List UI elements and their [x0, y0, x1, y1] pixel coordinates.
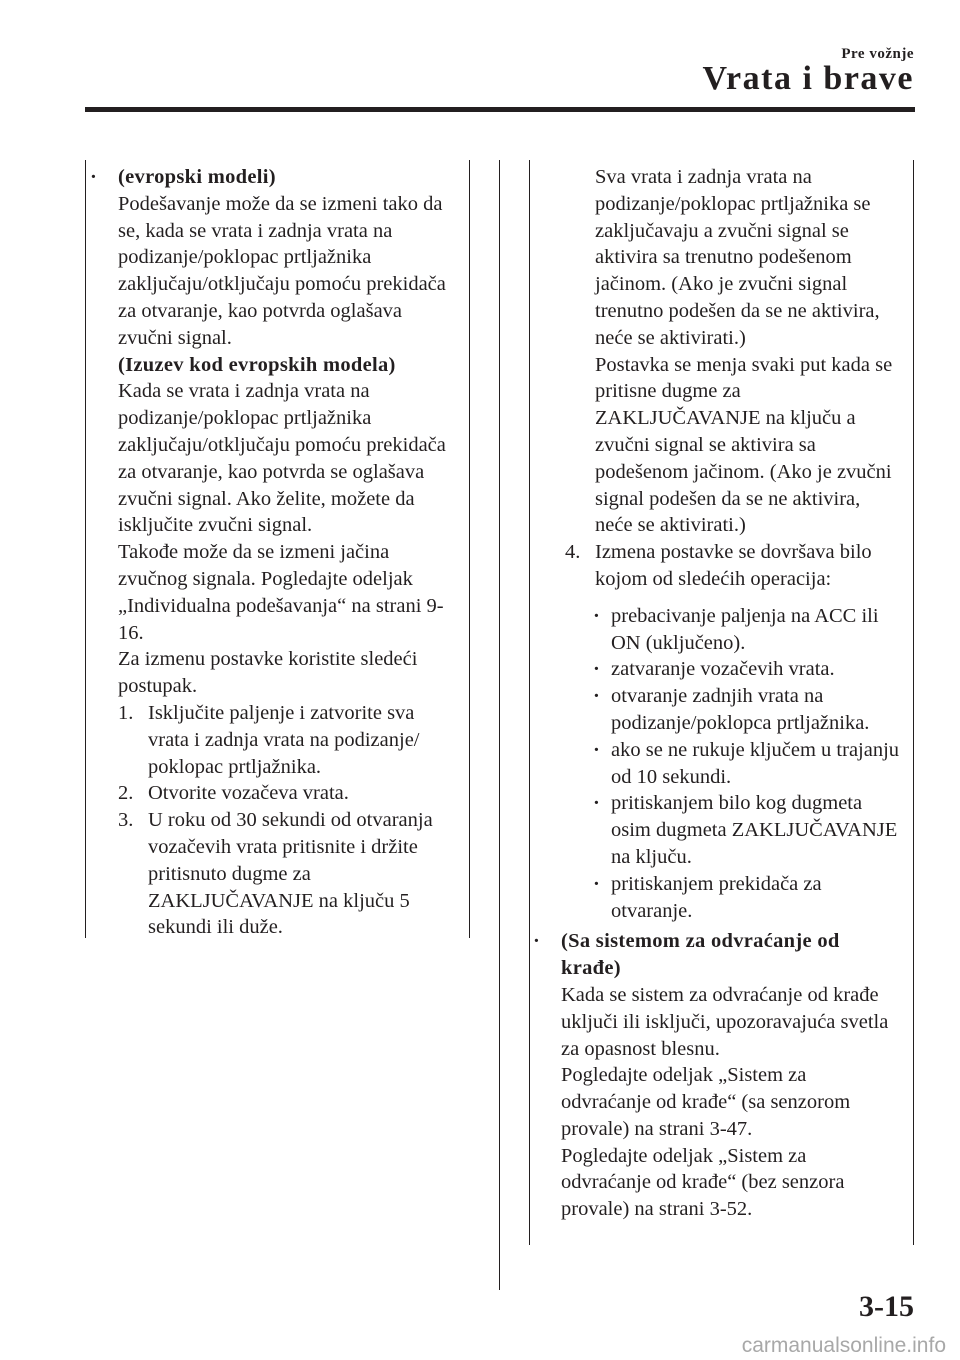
- step-4: [565, 539, 901, 593]
- step-1: [118, 700, 460, 780]
- right-column: [531, 164, 901, 1223]
- step-text: U roku od 30 sekundi od otvaranja vozačevih vrata pritisnite i držite pritisnuto dugme za ZAKLJUČAVANJE na ključu 5 sekundi ili duže.: [148, 809, 433, 939]
- completion-operations: [589, 603, 901, 925]
- european-heading: · (evropski modeli): [118, 166, 276, 188]
- list-item: · pritiskanjem prekidača za otvaranje.: [589, 871, 901, 925]
- watermark: carmanualsonline.info: [741, 1334, 946, 1357]
- page-number: 3-15: [859, 1290, 914, 1323]
- column-divider: [499, 160, 500, 1290]
- section-label: Pre vožnje: [841, 46, 914, 62]
- step-3-continued-1: Sva vrata i zadnja vrata na podizanje/poklopac prtljažnika se zaključavaju a zvučni signal se aktivira sa trenutno podešenom jačinom. (Ako je zvučni signal trenutno podešen da se ne aktivira, neće se aktivirati.): [595, 166, 880, 349]
- list-item: · otvaranje zadnjih vrata na podizanje/poklopca prtljažnika.: [589, 683, 901, 737]
- list-item: · prebacivanje paljenja na ACC ili ON (uključeno).: [589, 603, 901, 657]
- european-text: Podešavanje može da se izmeni tako da se, kada se vrata i zadnja vrata na podizanje/poklopac prtljažnika zaključaju/otključaju pomoću prekidača za otvaranje, kao potvrda oglašava zvučni signal.: [118, 192, 446, 349]
- list-item: · zatvaranje vozačevih vrata.: [589, 656, 901, 683]
- step-number: 3.: [118, 809, 134, 832]
- non-european-text: Kada se vrata i zadnja vrata na podizanje/poklopac prtljažnika zaključaju/otključaju pomoću prekidača za otvaranje, kao potvrda se oglašava zvučni signal. Ako želite, možete da isključite zvučni signal.: [118, 380, 446, 537]
- page-title: Vrata i brave: [702, 60, 914, 97]
- left-column-rule-right: [469, 160, 470, 938]
- procedure-intro: Za izmenu postavke koristite sledeći postupak.: [118, 648, 418, 698]
- theft-text: Kada se sistem za odvraćanje od krađe uključi ili isključi, upozoravajuća svetla za opasnost blesnu.: [561, 983, 889, 1060]
- left-column: [86, 164, 460, 941]
- step-2: [118, 780, 460, 807]
- list-item: · pritiskanjem bilo kog dugmeta osim dugmeta ZAKLJUČAVANJE na ključu.: [589, 790, 901, 870]
- step-number: 4.: [565, 541, 581, 564]
- list-item: · ako se ne rukuje ključem u trajanju od 10 sekundi.: [589, 737, 901, 791]
- reference-with-sensor: Pogledajte odeljak „Sistem za odvraćanje od krađe“ (sa senzorom provale) na strani 3-47.: [561, 1064, 851, 1140]
- step-number: 2.: [118, 782, 134, 805]
- bullet-theft-deterrent: [529, 928, 901, 1223]
- step-text: Otvorite vozačeva vrata.: [148, 782, 349, 805]
- theft-heading: · (Sa sistemom za odvraćanje od krađe): [561, 930, 840, 980]
- step-text: Izmena postavke se dovršava bilo kojom od sledećih operacija:: [595, 541, 872, 590]
- step-text: Isključite paljenje i zatvorite sva vrata i zadnja vrata na podizanje/ poklopac prtljažnika.: [148, 701, 420, 778]
- bullet-european-models: [86, 164, 460, 941]
- non-european-heading: (Izuzev kod evropskih modela): [118, 353, 396, 376]
- right-column-rule-right: [913, 160, 914, 1245]
- header-rule: [85, 107, 915, 112]
- step-number: 1.: [118, 701, 134, 724]
- reference-without-sensor: Pogledajte odeljak „Sistem za odvraćanje od krađe“ (bez senzora provale) na strani 3-52.: [561, 1144, 845, 1221]
- step-3: [118, 807, 460, 941]
- step-3-continued-2: Postavka se menja svaki put kada se pritisne dugme za ZAKLJUČAVANJE na ključu a zvučni signal se aktivira sa podešenom jačinom. (Ako je zvučni signal podešen da se ne aktivira, neće se aktivirati.): [595, 353, 893, 537]
- volume-text: Takođe može da se izmeni jačina zvučnog signala. Pogledajte odeljak „Individualna podešavanja“ na strani 9-16.: [118, 541, 444, 644]
